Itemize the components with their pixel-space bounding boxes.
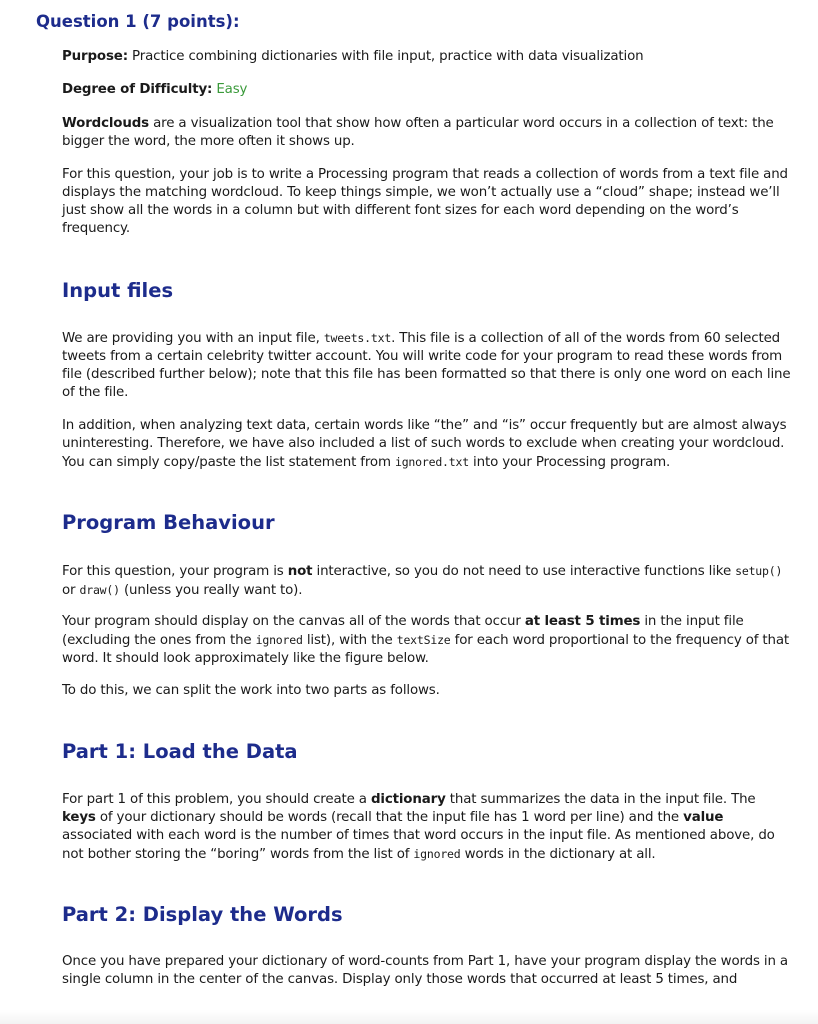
setup-code: setup() [735, 564, 783, 578]
p1-c: of your dictionary should be words (recall that the input file has 1 word per line) and the [95, 810, 684, 825]
page-bottom-fade [0, 1010, 818, 1024]
ignored-filename: ignored.txt [394, 455, 469, 469]
part1-heading: Part 1: Load the Data [62, 740, 298, 763]
p1-b: that summarizes the data in the input file. The [445, 792, 756, 807]
draw-code: draw() [79, 583, 120, 597]
input-p1-a: We are providing you with an input file, [62, 331, 324, 346]
p1-e: words in the dictionary at all. [460, 847, 656, 862]
ignored-code-2: ignored [413, 847, 461, 861]
behaviour-paragraph-3: To do this, we can split the work into two parts as follows. [62, 683, 440, 698]
difficulty-label: Degree of Difficulty: [62, 82, 213, 97]
value-emphasis: value [683, 810, 724, 825]
beh-p2-a: Your program should display on the canvas all of the words that occur [62, 614, 525, 629]
beh-p2-d: for each word proportional to the frequency of that word. It should look approximately like the figure below. [62, 633, 790, 666]
input-p2-a: In addition, when analyzing text data, certain words like “the” and “is” occur frequently but are almost always uninteresting. Therefore, we have also included a list of such words to exclude when creating your wordcloud. You can simply copy/paste the list statement from [62, 418, 787, 470]
difficulty-value: Easy [216, 82, 248, 97]
p1-d: associated with each word is the number of times that word occurs in the input file. As mentioned above, do not bother storing the “boring” words from the list of [62, 828, 775, 862]
intro-p1-text: are a visualization tool that show how often a particular word occurs in a collection of text: the bigger the word, the more often it shows up. [62, 116, 774, 149]
beh-p2-c: list), with the [302, 633, 397, 648]
purpose-text: Practice combining dictionaries with file input, practice with data visualization [127, 49, 644, 64]
dictionary-emphasis: dictionary [370, 792, 446, 807]
intro-paragraph-2: For this question, your job is to write a Processing program that reads a collection of words from a text file and displays the matching wordcloud. To keep things simple, we won’t actually use a “cloud” shape; instead we’ll just show all the words in a column but with different font sizes for each word depending on the word’s frequency. [62, 167, 788, 236]
behaviour-paragraph-2 [62, 613, 792, 668]
p1-a: For part 1 of this problem, you should create a [62, 792, 371, 807]
wordclouds-term: Wordclouds [62, 116, 149, 131]
beh-p1-b: interactive, so you do not need to use interactive functions like [312, 564, 736, 579]
beh-p1-d: (unless you really want to). [119, 583, 303, 598]
purpose-label: Purpose: [62, 49, 128, 64]
beh-p2-b: in the input file (excluding the ones from the [62, 614, 744, 648]
part2-heading: Part 2: Display the Words [62, 903, 343, 926]
intro-paragraph-1 [62, 115, 792, 151]
input-p2-b: into your Processing program. [468, 455, 671, 470]
question-title: Question 1 (7 points): [36, 12, 240, 31]
tweets-filename: tweets.txt [323, 331, 392, 345]
input-files-paragraph-2 [62, 417, 792, 472]
ignored-code: ignored [255, 633, 303, 647]
beh-p1-c: or [62, 583, 80, 598]
behaviour-paragraph-1 [62, 562, 792, 600]
not-emphasis: not [287, 564, 313, 579]
program-behaviour-heading: Program Behaviour [62, 511, 275, 534]
keys-emphasis: keys [62, 810, 96, 825]
input-files-paragraph-1 [62, 329, 792, 402]
purpose-line [62, 48, 792, 66]
input-files-heading: Input files [62, 279, 174, 302]
beh-p1-a: For this question, your program is [62, 564, 288, 579]
input-p1-b: . This file is a collection of all of the words from 60 selected tweets from a certain celebrity twitter account. You will write code for your program to read these words from file (described further below); note that this file has been formatted so that there is only one word on each line of the file. [62, 331, 791, 400]
textsize-code: textSize [396, 633, 451, 647]
part1-paragraph [62, 791, 792, 864]
difficulty-line [62, 81, 792, 99]
at-least-5-emphasis: at least 5 times [524, 614, 641, 629]
part2-paragraph: Once you have prepared your dictionary of word-counts from Part 1, have your program display the words in a single column in the center of the canvas. Display only those words that occurred at least 5 times, and [62, 954, 788, 987]
